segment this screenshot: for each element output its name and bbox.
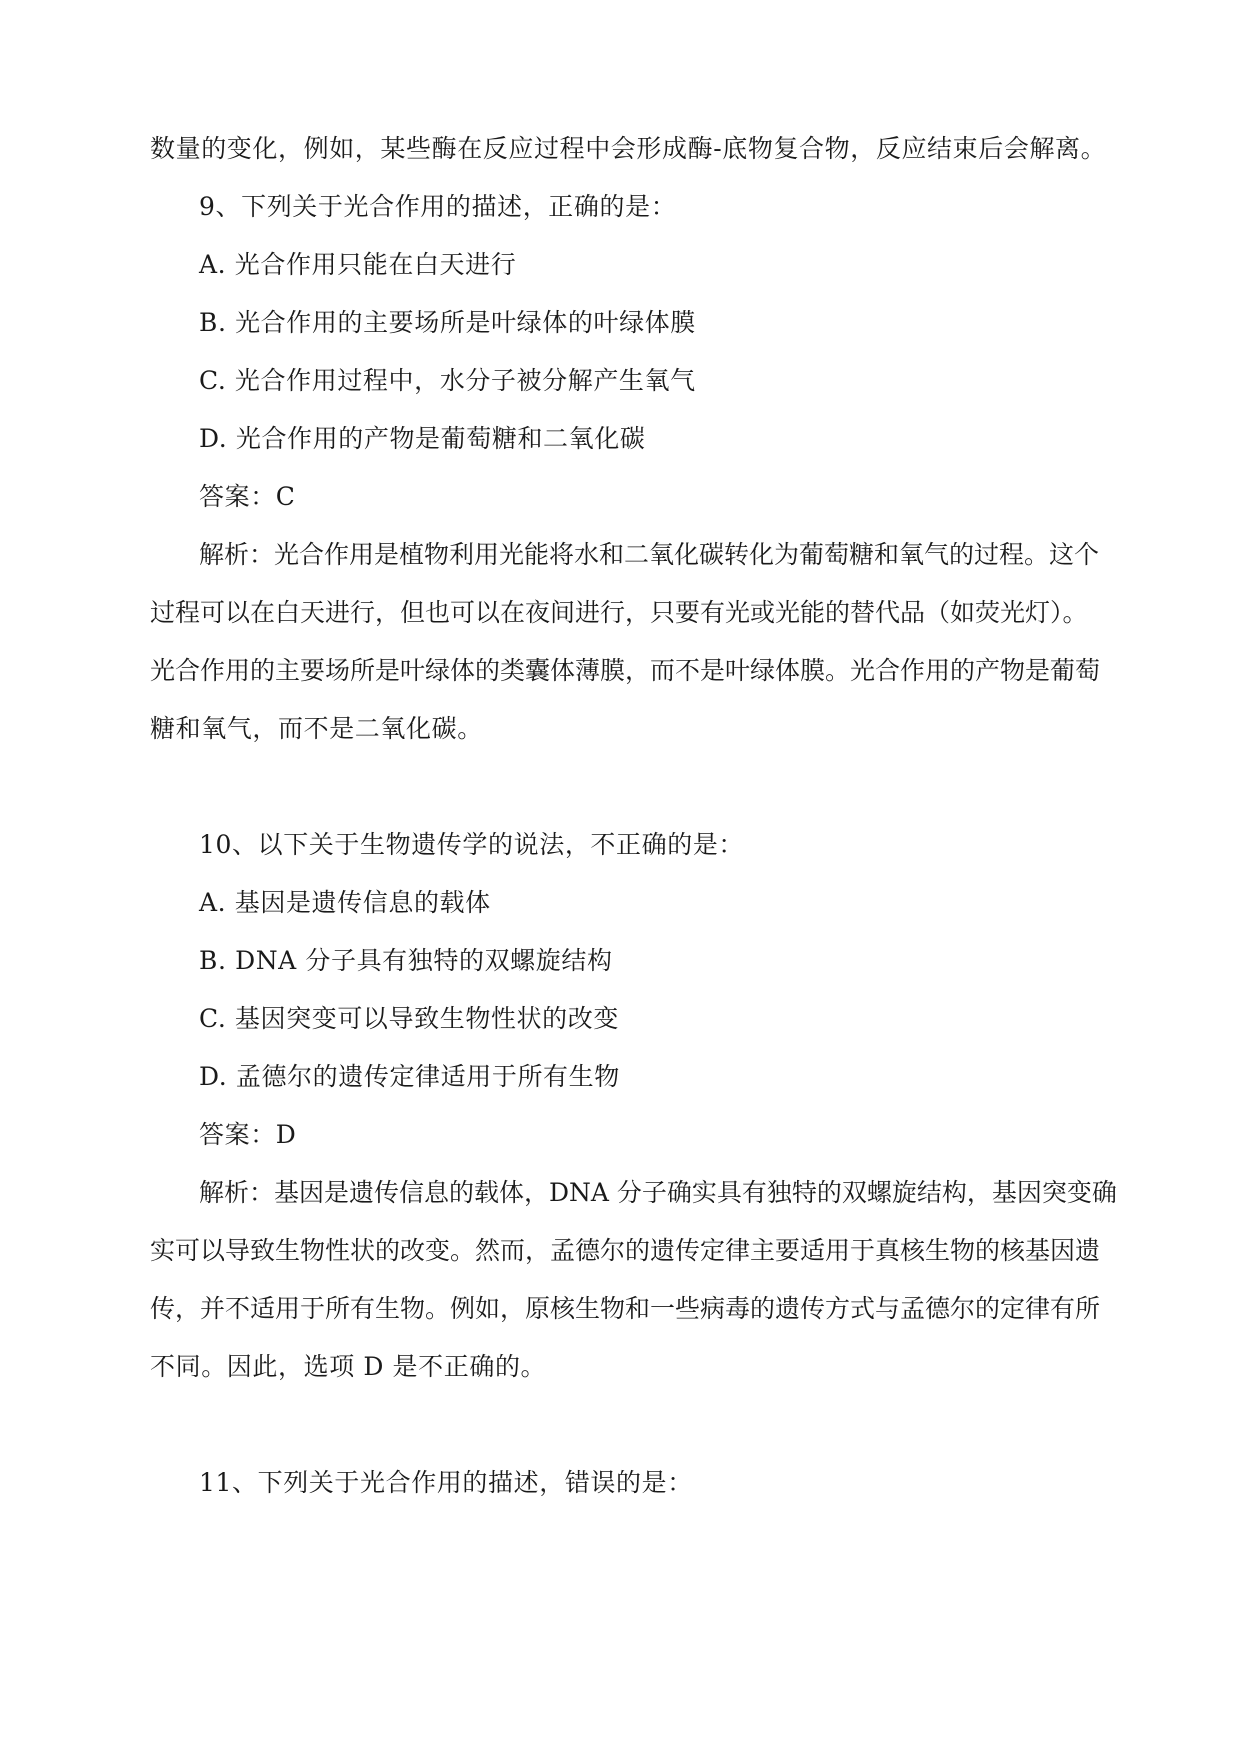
question-9-analysis-line: 光合作用的主要场所是叶绿体的类囊体薄膜，而不是叶绿体膜。光合作用的产物是葡萄 [150, 656, 1101, 685]
question-11-stem: 11、下列关于光合作用的描述，错误的是： [199, 1468, 693, 1497]
question-9-analysis-line: 过程可以在白天进行，但也可以在夜间进行，只要有光或光能的替代品（如荧光灯）。 [150, 598, 1088, 627]
question-10-analysis-line: 解析：基因是遗传信息的载体，DNA 分子确实具有独特的双螺旋结构，基因突变确 [199, 1178, 1117, 1207]
question-10-option-d: D. 孟德尔的遗传定律适用于所有生物 [199, 1062, 620, 1091]
question-9-analysis-line: 糖和氧气，而不是二氧化碳。 [150, 714, 483, 743]
question-10-analysis-line: 实可以导致生物性状的改变。然而，孟德尔的遗传定律主要适用于真核生物的核基因遗 [150, 1236, 1101, 1265]
question-9-option-a: A. 光合作用只能在白天进行 [199, 250, 517, 279]
question-10-analysis-line: 不同。因此，选项 D 是不正确的。 [150, 1352, 547, 1381]
question-9-option-b: B. 光合作用的主要场所是叶绿体的叶绿体膜 [199, 308, 696, 337]
question-9-analysis-line: 解析：光合作用是植物利用光能将水和二氧化碳转化为葡萄糖和氧气的过程。这个 [199, 540, 1100, 569]
question-10-option-a: A. 基因是遗传信息的载体 [199, 888, 491, 917]
question-10-option-c: C. 基因突变可以导致生物性状的改变 [199, 1004, 619, 1033]
question-10-answer: 答案：D [199, 1120, 297, 1149]
paragraph-continuation: 数量的变化，例如，某些酶在反应过程中会形成酶-底物复合物，反应结束后会解离。 [150, 134, 1107, 163]
question-10-stem: 10、以下关于生物遗传学的说法，不正确的是： [199, 830, 745, 859]
question-10-analysis-line: 传，并不适用于所有生物。例如，原核生物和一些病毒的遗传方式与孟德尔的定律有所 [150, 1294, 1101, 1323]
question-9-answer: 答案：C [199, 482, 296, 511]
question-9-stem: 9、下列关于光合作用的描述，正确的是： [199, 192, 677, 221]
question-10-option-b: B. DNA 分子具有独特的双螺旋结构 [199, 946, 613, 975]
question-9-option-d: D. 光合作用的产物是葡萄糖和二氧化碳 [199, 424, 646, 453]
question-9-option-c: C. 光合作用过程中，水分子被分解产生氧气 [199, 366, 696, 395]
